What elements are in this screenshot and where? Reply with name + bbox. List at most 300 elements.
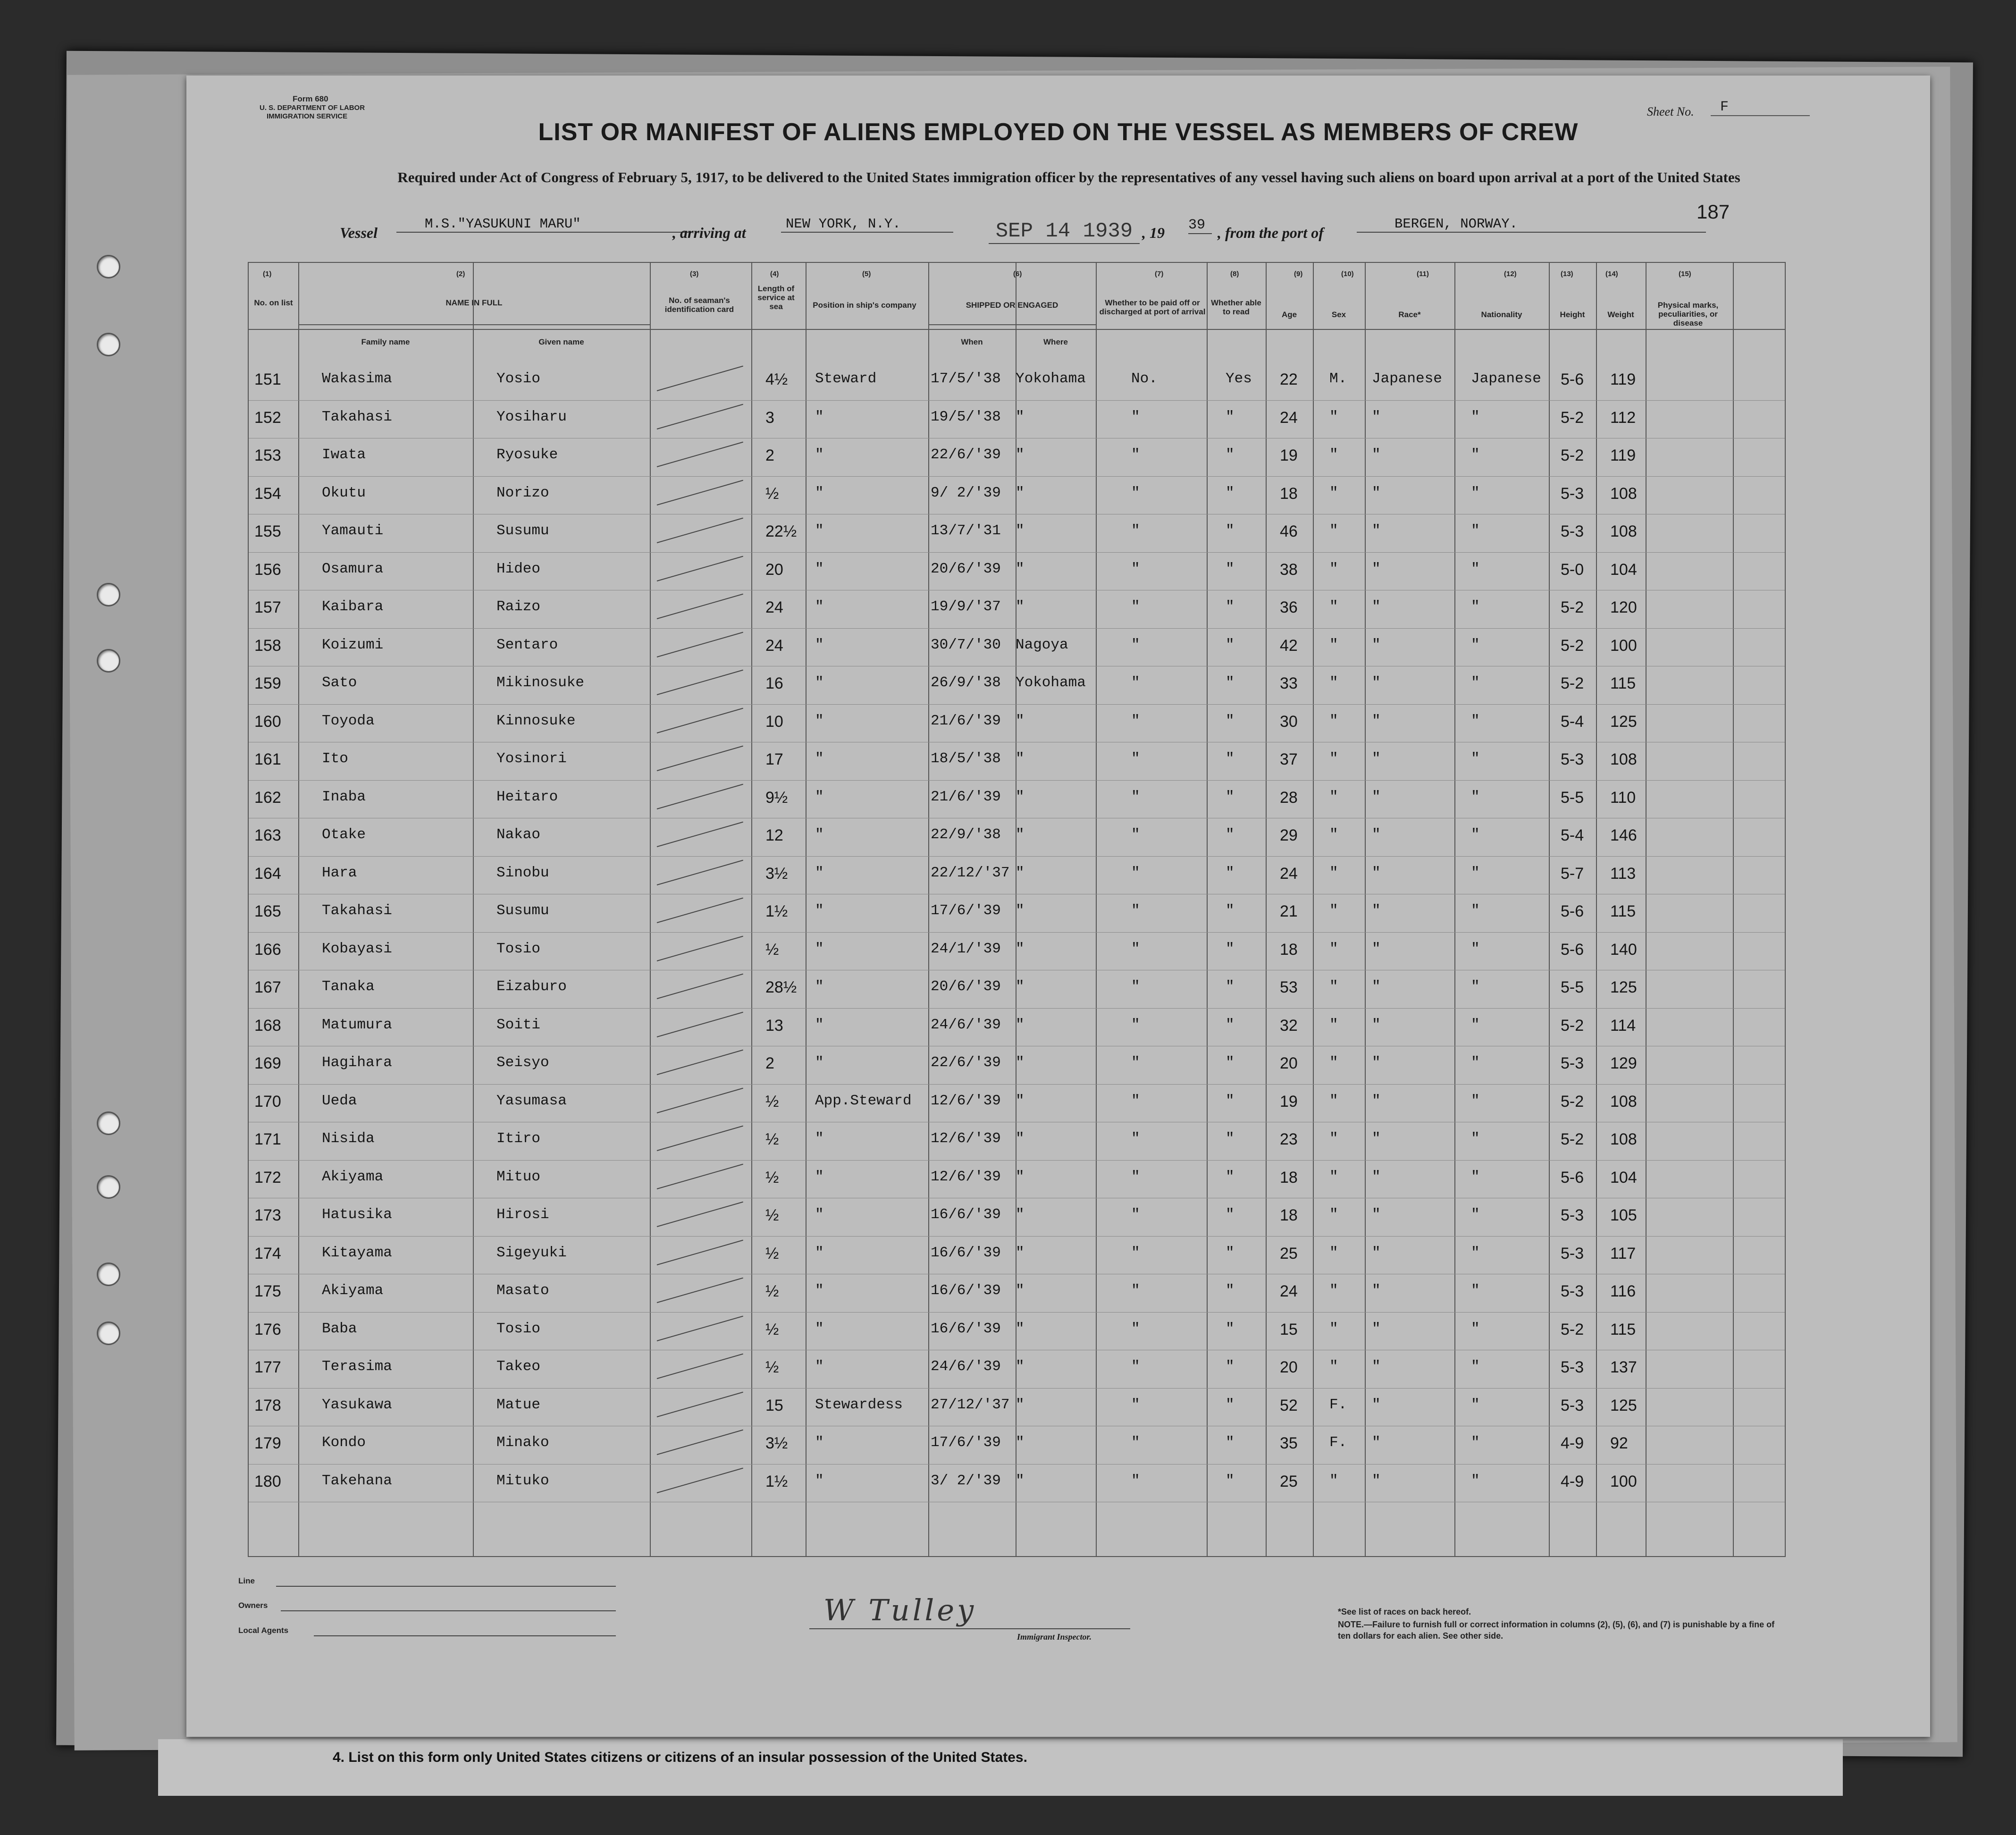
cell-height: 5-3	[1561, 750, 1584, 768]
cell-age: 24	[1280, 408, 1298, 427]
cell-when: 12/6/'39	[931, 1092, 1001, 1109]
id-card-check-mark	[657, 859, 743, 885]
cell-where: Yokohama	[1016, 370, 1086, 387]
cell-when: 16/6/'39	[931, 1244, 1001, 1261]
cell-no: 153	[254, 446, 281, 464]
cell-race: "	[1372, 1358, 1381, 1375]
cell-where: "	[1016, 864, 1025, 881]
cell-read: "	[1226, 978, 1235, 995]
cell-read: "	[1226, 408, 1235, 425]
cell-position: "	[815, 636, 824, 653]
cell-service: 15	[765, 1396, 783, 1414]
cell-position: "	[815, 1358, 824, 1375]
cell-service: ½	[765, 1358, 779, 1376]
manifest-page	[186, 76, 1930, 1737]
cell-race: "	[1372, 750, 1381, 767]
arriving-port: NEW YORK, N.Y.	[781, 216, 953, 233]
cell-nat: "	[1471, 940, 1480, 957]
cell-weight: 137	[1610, 1358, 1637, 1376]
cell-no: 172	[254, 1168, 281, 1187]
cell-nat: "	[1471, 408, 1480, 425]
cell-where: "	[1016, 978, 1025, 995]
cell-nat: "	[1471, 1358, 1480, 1375]
cell-read: "	[1226, 636, 1235, 653]
cell-sex: "	[1329, 1358, 1338, 1375]
cell-race: "	[1372, 1320, 1381, 1337]
cell-given: Soiti	[496, 1016, 541, 1033]
cell-race: "	[1372, 1472, 1381, 1489]
cell-when: 21/6/'39	[931, 788, 1001, 805]
cell-sex: "	[1329, 1092, 1338, 1109]
cell-nat: "	[1471, 1016, 1480, 1033]
cell-read: "	[1226, 1396, 1235, 1413]
punch-hole	[97, 583, 120, 606]
cell-family: Yamauti	[322, 522, 384, 539]
cell-read: "	[1226, 1244, 1235, 1261]
col-header-service: Length of service at sea	[757, 284, 795, 311]
cell-given: Matue	[496, 1396, 541, 1413]
cell-race: "	[1372, 940, 1381, 957]
cell-age: 25	[1280, 1244, 1298, 1263]
punch-hole	[97, 1263, 120, 1286]
col-header-no: No. on list	[254, 298, 293, 307]
arriving-label: , arriving at	[672, 224, 746, 241]
cell-paid: "	[1131, 1244, 1140, 1261]
cell-weight: 113	[1610, 864, 1636, 883]
cell-position: "	[815, 1054, 824, 1071]
cell-no: 155	[254, 522, 281, 540]
cell-sex: M.	[1329, 370, 1347, 387]
cell-when: 19/5/'38	[931, 408, 1001, 425]
cell-height: 4-9	[1561, 1472, 1584, 1490]
id-card-check-mark	[657, 974, 743, 999]
punch-hole	[97, 1322, 120, 1345]
cell-height: 5-3	[1561, 484, 1584, 503]
cell-nat: "	[1471, 864, 1480, 881]
cell-weight: 108	[1610, 522, 1637, 540]
cell-nat: "	[1471, 788, 1480, 805]
cell-no: 171	[254, 1130, 281, 1148]
cell-position: "	[815, 978, 824, 995]
cell-no: 173	[254, 1206, 281, 1224]
cell-no: 160	[254, 712, 281, 731]
cell-when: 19/9/'37	[931, 598, 1001, 615]
cell-height: 5-4	[1561, 712, 1584, 731]
cell-family: Sato	[322, 674, 357, 691]
cell-given: Yosio	[496, 370, 541, 387]
col-header-sex: Sex	[1331, 310, 1346, 319]
cell-weight: 116	[1610, 1282, 1636, 1300]
cell-family: Akiyama	[322, 1168, 384, 1185]
cell-race: "	[1372, 598, 1381, 615]
cell-race: "	[1372, 1434, 1381, 1451]
cell-position: "	[815, 1130, 824, 1147]
cell-service: 10	[765, 712, 783, 731]
cell-where: "	[1016, 598, 1025, 615]
cell-family: Tanaka	[322, 978, 375, 995]
cell-nat: "	[1471, 1244, 1480, 1261]
cell-family: Takahasi	[322, 408, 392, 425]
cell-age: 22	[1280, 370, 1298, 388]
cell-given: Ryosuke	[496, 446, 558, 463]
id-card-check-mark	[657, 783, 743, 809]
cell-position: "	[815, 940, 824, 957]
cell-given: Minako	[496, 1434, 549, 1451]
origin-port: BERGEN, NORWAY.	[1357, 216, 1706, 233]
cell-no: 174	[254, 1244, 281, 1263]
cell-paid: "	[1131, 1016, 1140, 1033]
penalty-note: NOTE.—Failure to furnish full or correct information in columns (2), (5), (6), and (7) is punishable by a fine of ten dollars for each alien. See other side.	[1338, 1620, 1775, 1641]
cell-no: 159	[254, 674, 281, 692]
cell-weight: 125	[1610, 1396, 1637, 1414]
cell-position: "	[815, 560, 824, 577]
department: U. S. DEPARTMENT OF LABOR	[260, 104, 365, 112]
cell-race: "	[1372, 826, 1381, 843]
cell-age: 33	[1280, 674, 1298, 692]
cell-given: Seisyo	[496, 1054, 549, 1071]
id-card-check-mark	[657, 366, 743, 391]
cell-position: Stewardess	[815, 1396, 903, 1413]
cell-when: 22/6/'39	[931, 1054, 1001, 1071]
cell-position: "	[815, 446, 824, 463]
cell-given: Yasumasa	[496, 1092, 567, 1109]
col-7-number: (7)	[1155, 270, 1164, 278]
cell-given: Susumu	[496, 902, 549, 919]
cell-where: "	[1016, 560, 1025, 577]
cell-age: 52	[1280, 1396, 1298, 1414]
cell-position: "	[815, 1472, 824, 1489]
cell-sex: "	[1329, 484, 1338, 501]
line-label: Line	[238, 1576, 255, 1585]
cell-given: Nakao	[496, 826, 541, 843]
cell-where: "	[1016, 1472, 1025, 1489]
cell-read: "	[1226, 1320, 1235, 1337]
cell-position: "	[815, 1206, 824, 1223]
cell-when: 17/5/'38	[931, 370, 1001, 387]
cell-height: 5-6	[1561, 940, 1584, 959]
cell-height: 5-0	[1561, 560, 1584, 579]
cell-paid: "	[1131, 1092, 1140, 1109]
cell-sex: "	[1329, 712, 1338, 729]
id-card-check-mark	[657, 594, 743, 619]
cell-race: "	[1372, 636, 1381, 653]
cell-no: 169	[254, 1054, 281, 1072]
cell-race: "	[1372, 712, 1381, 729]
cell-given: Tosio	[496, 940, 541, 957]
id-card-check-mark	[657, 1163, 743, 1189]
cell-position: "	[815, 750, 824, 767]
cell-family: Osamura	[322, 560, 384, 577]
cell-age: 18	[1280, 1168, 1298, 1187]
cell-race: "	[1372, 560, 1381, 577]
cell-nat: "	[1471, 1092, 1480, 1109]
cell-where: "	[1016, 1016, 1025, 1033]
id-card-check-mark	[657, 1391, 743, 1417]
cell-weight: 104	[1610, 1168, 1637, 1187]
cell-when: 20/6/'39	[931, 560, 1001, 577]
cell-height: 4-9	[1561, 1434, 1584, 1452]
cell-when: 21/6/'39	[931, 712, 1001, 729]
cell-nat: "	[1471, 978, 1480, 995]
cell-sex: "	[1329, 636, 1338, 653]
cell-where: "	[1016, 1320, 1025, 1337]
id-card-check-mark	[657, 631, 743, 657]
id-card-check-mark	[657, 1050, 743, 1075]
cell-service: ½	[765, 484, 779, 503]
cell-race: "	[1372, 978, 1381, 995]
cell-age: 32	[1280, 1016, 1298, 1035]
inspector-label: Immigrant Inspector.	[1017, 1632, 1092, 1641]
cell-weight: 92	[1610, 1434, 1628, 1452]
punch-hole	[97, 649, 120, 673]
cell-nat: "	[1471, 560, 1480, 577]
cell-family: Koizumi	[322, 636, 384, 653]
cell-age: 24	[1280, 864, 1298, 883]
punch-hole	[97, 1111, 120, 1135]
cell-no: 167	[254, 978, 281, 996]
col-2-number: (2)	[456, 270, 465, 278]
cell-age: 30	[1280, 712, 1298, 731]
cell-service: ½	[765, 1244, 779, 1263]
cell-race: "	[1372, 1130, 1381, 1147]
owners-label: Owners	[238, 1601, 268, 1610]
cell-sex: "	[1329, 750, 1338, 767]
cell-sex: "	[1329, 522, 1338, 539]
col-8-number: (8)	[1230, 270, 1239, 278]
col-header-name: NAME IN FULL	[445, 298, 503, 307]
cell-where: "	[1016, 484, 1025, 501]
cell-read: "	[1226, 712, 1235, 729]
cell-service: 4½	[765, 370, 788, 388]
cell-family: Kitayama	[322, 1244, 392, 1261]
cell-service: 1½	[765, 902, 788, 920]
cell-family: Kaibara	[322, 598, 384, 615]
cell-nat: "	[1471, 484, 1480, 501]
cell-position: "	[815, 484, 824, 501]
cell-weight: 120	[1610, 598, 1637, 616]
cell-read: "	[1226, 864, 1235, 881]
cell-no: 177	[254, 1358, 281, 1376]
cell-paid: "	[1131, 864, 1140, 881]
cell-age: 20	[1280, 1054, 1298, 1072]
cell-sex: "	[1329, 1282, 1338, 1299]
col-5-number: (5)	[862, 270, 871, 278]
col-header-id-card: No. of seaman's identification card	[664, 296, 734, 314]
cell-age: 18	[1280, 940, 1298, 959]
cell-race: Japanese	[1372, 370, 1442, 387]
cell-paid: "	[1131, 560, 1140, 577]
cell-race: "	[1372, 1206, 1381, 1223]
cell-when: 26/9/'38	[931, 674, 1001, 691]
col-14-number: (14)	[1605, 270, 1618, 278]
cell-height: 5-6	[1561, 902, 1584, 920]
cell-height: 5-2	[1561, 408, 1584, 427]
punch-hole	[97, 333, 120, 356]
col-header-when: When	[961, 337, 983, 346]
cell-when: 18/5/'38	[931, 750, 1001, 767]
cell-weight: 115	[1610, 902, 1636, 920]
cell-age: 15	[1280, 1320, 1298, 1338]
cell-given: Raizo	[496, 598, 541, 615]
cell-when: 12/6/'39	[931, 1130, 1001, 1147]
cell-where: "	[1016, 1168, 1025, 1185]
agents-label: Local Agents	[238, 1626, 289, 1635]
id-card-check-mark	[657, 746, 743, 771]
cell-service: 20	[765, 560, 783, 579]
cell-age: 37	[1280, 750, 1298, 768]
cell-given: Norizo	[496, 484, 549, 501]
cell-paid: "	[1131, 978, 1140, 995]
vessel-label: Vessel	[340, 224, 378, 241]
cell-read: "	[1226, 1130, 1235, 1147]
cell-height: 5-2	[1561, 674, 1584, 692]
cell-sex: "	[1329, 1206, 1338, 1223]
cell-read: "	[1226, 1434, 1235, 1451]
vessel-name: M.S."YASUKUNI MARU"	[396, 216, 691, 233]
cell-where: "	[1016, 1130, 1025, 1147]
cell-nat: "	[1471, 1320, 1480, 1337]
sheet-number: F	[1711, 99, 1810, 116]
cell-sex: F.	[1329, 1396, 1347, 1413]
cell-weight: 110	[1610, 788, 1636, 807]
cell-given: Mituo	[496, 1168, 541, 1185]
cell-nat: "	[1471, 712, 1480, 729]
cell-weight: 129	[1610, 1054, 1637, 1072]
cell-when: 16/6/'39	[931, 1320, 1001, 1337]
cell-service: ½	[765, 1130, 779, 1148]
id-card-check-mark	[657, 1278, 743, 1303]
cell-height: 5-5	[1561, 978, 1584, 996]
cell-family: Ueda	[322, 1092, 357, 1109]
cell-given: Eizaburo	[496, 978, 567, 995]
cell-race: "	[1372, 484, 1381, 501]
cell-race: "	[1372, 446, 1381, 463]
cell-when: 13/7/'31	[931, 522, 1001, 539]
cell-where: "	[1016, 1092, 1025, 1109]
cell-age: 42	[1280, 636, 1298, 655]
cell-sex: "	[1329, 864, 1338, 881]
cell-where: "	[1016, 1206, 1025, 1223]
cell-paid: "	[1131, 598, 1140, 615]
col-header-weight: Weight	[1607, 310, 1634, 319]
cell-when: 17/6/'39	[931, 902, 1001, 919]
cell-nat: "	[1471, 826, 1480, 843]
cell-age: 19	[1280, 446, 1298, 464]
punch-hole	[97, 1175, 120, 1199]
cell-age: 18	[1280, 1206, 1298, 1224]
cell-height: 5-4	[1561, 826, 1584, 844]
cell-service: 1½	[765, 1472, 788, 1490]
cell-age: 23	[1280, 1130, 1298, 1148]
cell-age: 28	[1280, 788, 1298, 807]
cell-service: ½	[765, 940, 779, 959]
cell-position: "	[815, 712, 824, 729]
cell-where: "	[1016, 1396, 1025, 1413]
cell-paid: "	[1131, 1054, 1140, 1071]
cell-given: Masato	[496, 1282, 549, 1299]
cell-service: ½	[765, 1282, 779, 1300]
cell-family: Nisida	[322, 1130, 375, 1147]
id-card-check-mark	[657, 1087, 743, 1113]
cell-given: Takeo	[496, 1358, 541, 1375]
cell-service: 17	[765, 750, 783, 768]
col-header-nationality: Nationality	[1481, 310, 1522, 319]
cell-paid: No.	[1131, 370, 1158, 387]
cell-family: Takahasi	[322, 902, 392, 919]
cell-no: 180	[254, 1472, 281, 1490]
cell-height: 5-2	[1561, 1016, 1584, 1035]
cell-weight: 105	[1610, 1206, 1637, 1224]
id-card-check-mark	[657, 1239, 743, 1265]
cell-no: 165	[254, 902, 281, 920]
page-number: 187	[1697, 201, 1730, 223]
cell-given: Tosio	[496, 1320, 541, 1337]
cell-where: "	[1016, 788, 1025, 805]
cell-position: App.Steward	[815, 1092, 912, 1109]
cell-height: 5-2	[1561, 1130, 1584, 1148]
cell-weight: 117	[1610, 1244, 1636, 1263]
cell-paid: "	[1131, 484, 1140, 501]
id-card-check-mark	[657, 1467, 743, 1493]
lower-sheet	[158, 1739, 1843, 1796]
cell-race: "	[1372, 1244, 1381, 1261]
cell-height: 5-2	[1561, 1320, 1584, 1338]
cell-paid: "	[1131, 522, 1140, 539]
cell-service: 24	[765, 598, 783, 616]
cell-read: "	[1226, 522, 1235, 539]
cell-nat: "	[1471, 902, 1480, 919]
cell-read: "	[1226, 1054, 1235, 1071]
cell-position: "	[815, 1168, 824, 1185]
cell-read: "	[1226, 446, 1235, 463]
cell-family: Baba	[322, 1320, 357, 1337]
cell-sex: "	[1329, 408, 1338, 425]
cell-where: "	[1016, 826, 1025, 843]
cell-family: Kondo	[322, 1434, 366, 1451]
col-3-number: (3)	[690, 270, 699, 278]
id-card-check-mark	[657, 1315, 743, 1341]
cell-when: 16/6/'39	[931, 1282, 1001, 1299]
cell-race: "	[1372, 1054, 1381, 1071]
cell-paid: "	[1131, 1358, 1140, 1375]
cell-read: "	[1226, 598, 1235, 615]
cell-race: "	[1372, 1168, 1381, 1185]
cell-no: 162	[254, 788, 281, 807]
cell-sex: "	[1329, 1168, 1338, 1185]
cell-paid: "	[1131, 636, 1140, 653]
cell-when: 27/12/'37	[931, 1396, 1010, 1413]
cell-sex: F.	[1329, 1434, 1347, 1451]
cell-no: 179	[254, 1434, 281, 1452]
cell-weight: 114	[1610, 1016, 1636, 1035]
cell-given: Hideo	[496, 560, 541, 577]
cell-age: 35	[1280, 1434, 1298, 1452]
cell-read: "	[1226, 1168, 1235, 1185]
cell-weight: 115	[1610, 1320, 1636, 1338]
cell-age: 53	[1280, 978, 1298, 996]
cell-where: "	[1016, 940, 1025, 957]
cell-no: 175	[254, 1282, 281, 1300]
cell-service: ½	[765, 1320, 779, 1338]
cell-paid: "	[1131, 712, 1140, 729]
cell-age: 21	[1280, 902, 1298, 920]
cell-given: Sigeyuki	[496, 1244, 567, 1261]
cell-given: Yosinori	[496, 750, 567, 767]
cell-service: ½	[765, 1206, 779, 1224]
cell-height: 5-6	[1561, 1168, 1584, 1187]
cell-where: "	[1016, 408, 1025, 425]
cell-family: Ito	[322, 750, 348, 767]
